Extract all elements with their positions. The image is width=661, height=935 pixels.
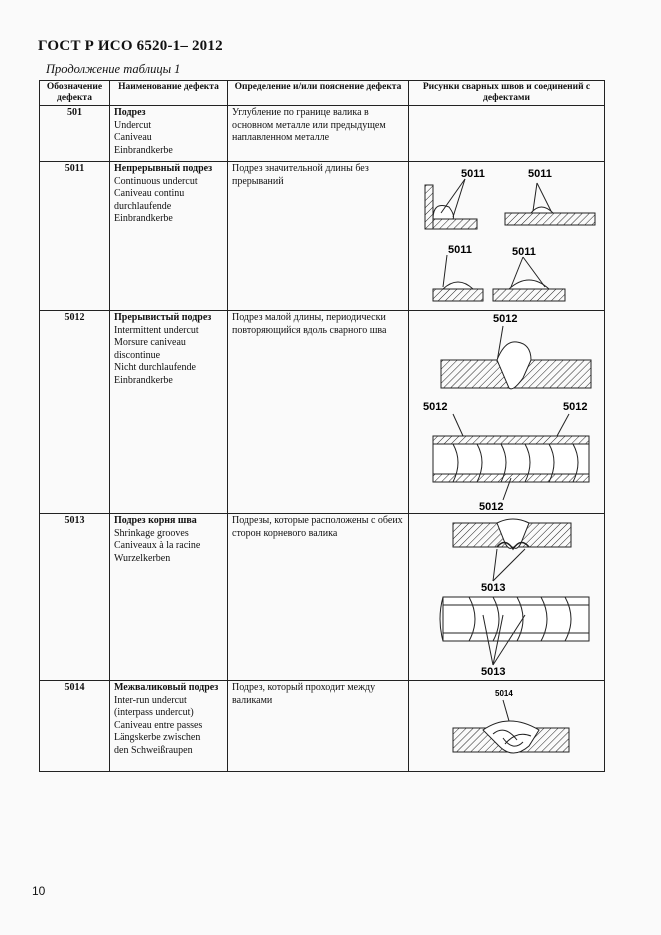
defect-name [110, 514, 228, 681]
arrow-line [557, 414, 569, 436]
defect-name-de: Einbrandkerbe [114, 144, 173, 156]
defect-code: 501 [40, 106, 110, 162]
column-header-code: Обозначение дефекта [40, 81, 110, 106]
defect-definition: Подрез, который проходит между валиками [228, 681, 409, 772]
figure-label: 5012 [563, 401, 588, 413]
defect-name-de: Nicht durchlaufende [114, 362, 196, 373]
defect-figure [409, 681, 605, 772]
defect-name [110, 311, 228, 514]
document-title: ГОСТ Р ИСО 6520-1– 2012 [38, 38, 223, 54]
defect-definition: Подрез значительной длины без прерываний [228, 162, 409, 311]
defect-figure [409, 514, 605, 681]
defects-table [39, 80, 605, 772]
defect-name [110, 681, 228, 772]
figure-label: 5011 [512, 246, 536, 258]
defect-name-en: Shrinkage grooves [114, 527, 189, 539]
arrow-line [443, 255, 447, 287]
defect-name [110, 106, 228, 162]
defect-name-de-2: Einbrandkerbe [114, 213, 173, 224]
table-header-row [40, 81, 605, 106]
defect-name-fr: Morsure caniveau [114, 337, 186, 348]
table-caption: Продолжение таблицы 1 [46, 62, 181, 76]
defect-name-ru: Межваликовый подрез [114, 682, 219, 693]
butt-weld-drawing [433, 282, 483, 301]
figure-5011 [413, 163, 609, 309]
defect-name-en: Inter-run undercut [114, 694, 187, 706]
figure-5012 [413, 312, 609, 512]
root-cross-section [453, 519, 571, 549]
defect-code: 5014 [40, 681, 110, 772]
defect-name-en: Undercut [114, 119, 152, 131]
defect-name-en: Intermittent undercut [114, 324, 199, 336]
defect-name-en-2: (interpass undercut) [114, 707, 194, 718]
defect-code: 5013 [40, 514, 110, 681]
defect-figure [409, 311, 605, 514]
figure-label: 5012 [479, 501, 504, 512]
defect-name-en: Continuous undercut [114, 175, 198, 187]
defect-name-de: Längskerbe zwischen [114, 732, 201, 743]
defect-name-fr: Caniveau continu [114, 188, 185, 199]
defect-definition: Подрезы, которые расположены с обеих сторон корневого валика [228, 514, 409, 681]
defect-name-ru: Подрез [114, 107, 146, 118]
root-bead-view [440, 597, 589, 641]
figure-label: 5014 [495, 689, 513, 698]
defect-name-fr: Caniveaux à la racine [114, 540, 201, 551]
defect-name-de-2: Einbrandkerbe [114, 374, 173, 386]
table-row [40, 162, 605, 311]
figure-label: 5013 [481, 582, 506, 594]
figure-label: 5011 [448, 244, 472, 256]
defect-definition: Подрез малой длины, периодически повторяющийся вдоль сварного шва [228, 311, 409, 514]
page-number: 10 [32, 884, 46, 898]
defect-name-fr: Caniveau [114, 132, 152, 143]
arrow-line [533, 183, 537, 211]
arrow-line [453, 179, 465, 217]
figure-label: 5013 [481, 666, 506, 678]
arrow-line [493, 549, 497, 581]
defect-name-fr-2: discontinue [114, 349, 161, 361]
figure-label: 5012 [423, 401, 448, 413]
butt-weld-drawing [493, 280, 565, 301]
table-row [40, 311, 605, 514]
defect-name [110, 162, 228, 311]
defect-code: 5011 [40, 162, 110, 311]
defect-name-ru: Прерывистый подрез [114, 312, 212, 323]
defect-name-de: Wurzelkerben [114, 552, 171, 564]
arrow-line [493, 549, 525, 581]
fillet-weld-drawing [425, 185, 477, 229]
butt-weld-drawing [441, 342, 591, 389]
table-row [40, 681, 605, 772]
defect-name-ru: Подрез корня шва [114, 515, 197, 526]
arrow-line [441, 179, 465, 213]
table-row [40, 106, 605, 162]
defect-name-fr: Caniveau entre passes [114, 719, 203, 731]
column-header-name: Наименование дефекта [110, 81, 228, 106]
defect-figure-empty [409, 106, 605, 162]
column-header-definition: Определение и/или пояснение дефекта [228, 81, 409, 106]
defect-name-de: durchlaufende [114, 200, 172, 212]
figure-5014 [413, 682, 609, 770]
multi-pass-cross-section [453, 721, 569, 753]
defect-name-ru: Непрерывный подрез [114, 163, 213, 174]
arrow-line [453, 414, 463, 436]
column-header-figures: Рисунки сварных швов и соединений с дефектами [409, 81, 605, 106]
table-row [40, 514, 605, 681]
figure-5013 [413, 515, 609, 679]
defect-code: 5012 [40, 311, 110, 514]
weld-bead-top-view [433, 436, 589, 482]
figure-label: 5011 [461, 168, 485, 180]
defect-definition: Углубление по границе валика в основном металле или предыдущем наплавленном металле [228, 106, 409, 162]
figure-label: 5012 [493, 313, 518, 325]
defect-figure [409, 162, 605, 311]
defect-name-de-2: den Schweißraupen [114, 744, 193, 756]
figure-label: 5011 [528, 168, 552, 180]
